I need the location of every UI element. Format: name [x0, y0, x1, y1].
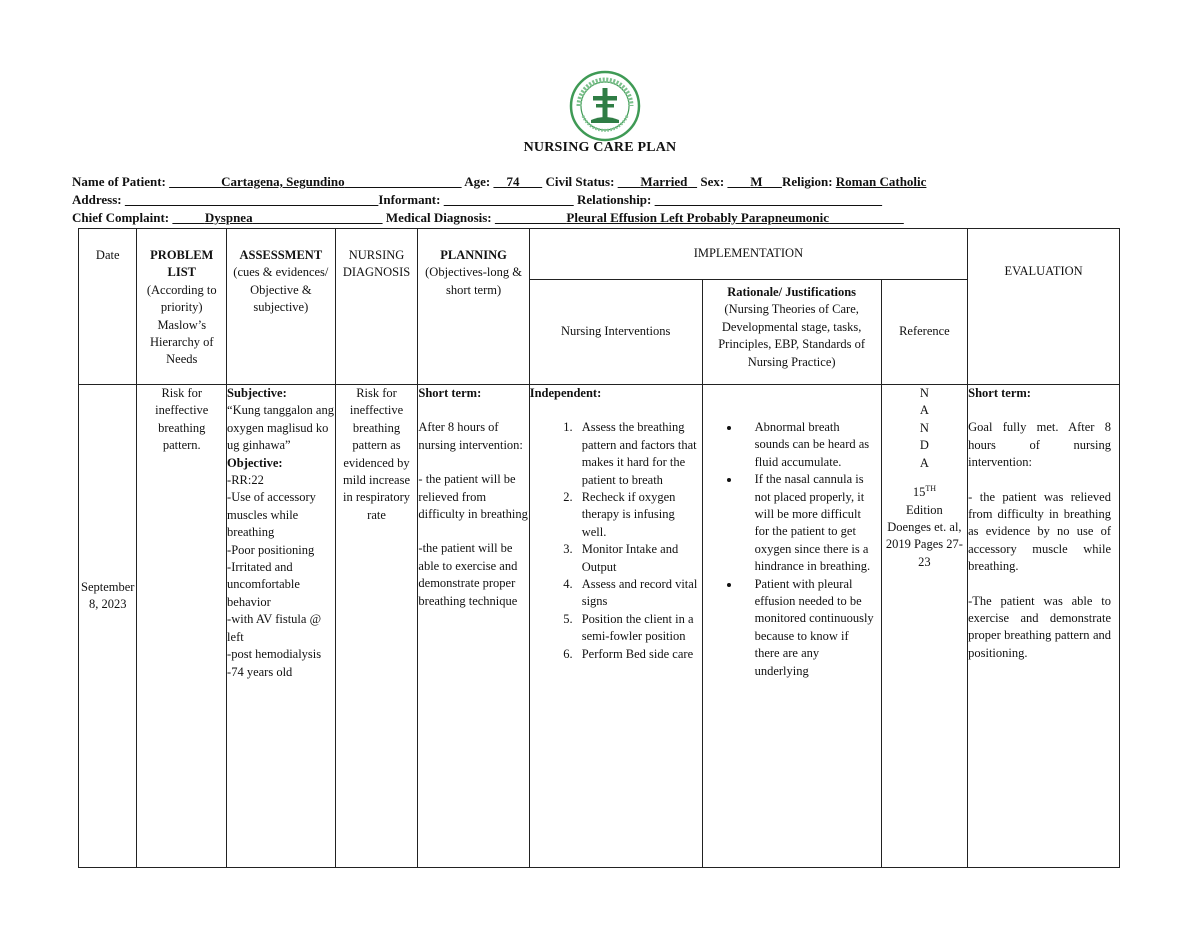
objective-item: -74 years old	[227, 664, 293, 679]
interventions-independent-label: Independent:	[529, 386, 602, 400]
header-reference: Reference	[881, 280, 967, 385]
planning-paragraph: -the patient will be able to exercise and demonstrate proper breathing technique	[418, 541, 518, 608]
evaluation-short-term-label: Short term:	[968, 386, 1031, 400]
header-nursing-diagnosis: NURSING DIAGNOSIS	[335, 229, 418, 385]
chief-complaint: Dyspnea	[204, 210, 253, 225]
cell-evaluation	[968, 385, 1120, 868]
subjective-text: “Kung tanggalon ang oxygen maglisud ko ug ginhawa”	[227, 403, 334, 453]
objective-item: -Irritated and uncomfortable behavior	[227, 560, 300, 609]
edition-number: 15	[912, 485, 926, 500]
sex-label: Sex:	[700, 174, 725, 189]
relationship-blank	[655, 192, 883, 207]
header-date: Date	[79, 229, 137, 385]
header-nursing-interventions: Nursing Interventions	[529, 280, 702, 385]
cell-problem: Risk for ineffective breathing pattern.	[137, 385, 227, 868]
header-implementation: IMPLEMENTATION	[529, 229, 967, 280]
objective-item: -Use of accessory muscles while breathing	[227, 490, 316, 540]
reference-edition	[884, 480, 965, 502]
reference-letter: N	[919, 420, 929, 435]
patient-sex: M	[750, 174, 763, 189]
list-item: 1. Assess the breathing pattern and factors that makes it hard for the patient to breath	[576, 419, 698, 489]
edition-suffix: TH	[925, 484, 936, 494]
cell-assessment	[227, 385, 336, 868]
patient-age: 74	[506, 174, 520, 189]
medical-diagnosis-label: Medical Diagnosis:	[385, 210, 492, 225]
list-item: 2. Recheck if oxygen therapy is infusing well.	[576, 489, 698, 541]
assessment-sub: (cues & evidences/ Objective & subjective)	[233, 265, 329, 315]
rationale-sub: (Nursing Theories of Care, Developmental stage, tasks, Principles, EBP, Standards of Nursing Practice)	[718, 302, 866, 369]
medical-diagnosis: Pleural Effusion Left Probably Parapneumonic	[566, 210, 830, 225]
evaluation-paragraph: -The patient was able to exercise and demonstrate proper breathing pattern and positioning.	[968, 593, 1111, 660]
relationship-label: Relationship:	[576, 192, 652, 207]
interventions-list	[530, 419, 698, 663]
address-blank	[125, 192, 379, 207]
list-item: 4. Assess and record vital signs	[576, 576, 698, 611]
header-assessment	[227, 229, 336, 385]
age-label: Age:	[464, 174, 491, 189]
rationale-list	[703, 419, 875, 680]
header-rationale	[702, 280, 881, 385]
list-item: • Patient with pleural effusion needed to be monitored continuously because to know if there are any underlying	[741, 576, 875, 680]
objective-item: -with AV fistula @ left	[227, 612, 322, 644]
header-problem-list	[137, 229, 227, 385]
table-row	[79, 385, 1120, 868]
objective-label: Objective:	[227, 455, 283, 470]
civil-status-label: Civil Status:	[545, 174, 615, 189]
list-item: 5. Position the client in a semi-fowler position	[576, 611, 698, 646]
informant-blank	[444, 192, 574, 207]
patient-info-row-3	[72, 210, 904, 226]
cell-rationale	[702, 385, 881, 868]
name-label: Name of Patient:	[72, 174, 166, 189]
header-row-1	[79, 229, 1120, 280]
list-item: 3. Monitor Intake and Output	[576, 541, 698, 576]
objective-item: -Poor positioning	[227, 542, 315, 557]
planning-paragraph: - the patient will be relieved from difficulty in breathing	[418, 472, 528, 522]
cell-planning	[418, 385, 529, 868]
chief-complaint-label: Chief Complaint:	[72, 210, 170, 225]
reference-letter: A	[919, 403, 929, 418]
cell-interventions	[529, 385, 702, 868]
problem-list-sub: (According to priority)	[146, 282, 217, 315]
planning-sub: (Objectives-long & short term)	[425, 265, 522, 297]
cell-date: September 8, 2023	[79, 385, 137, 868]
planning-paragraph: After 8 hours of nursing intervention:	[418, 420, 523, 452]
list-item: 6. Perform Bed side care	[576, 646, 698, 663]
reference-letter: A	[919, 455, 929, 470]
address-label: Address:	[72, 192, 122, 207]
college-seal-logo	[569, 70, 641, 142]
objective-item: -RR:22	[227, 473, 264, 488]
reference-letter: N	[919, 386, 929, 400]
informant-label: Informant:	[378, 192, 441, 207]
document-title: NURSING CARE PLAN	[523, 140, 677, 155]
problem-list-title: PROBLEM LIST	[150, 248, 214, 280]
religion-label: Religion:	[781, 174, 833, 189]
patient-info-row-1	[72, 174, 926, 190]
objective-item: -post hemodialysis	[227, 647, 322, 662]
civil-status: Married	[640, 174, 688, 189]
planning-short-term-label: Short term:	[418, 386, 482, 400]
rationale-title: Rationale/ Justifications	[727, 285, 857, 299]
header-evaluation: EVALUATION	[968, 229, 1120, 385]
cell-diagnosis: Risk for ineffective breathing pattern as evidenced by mild increase in respiratory rate	[335, 385, 418, 868]
list-item: • If the nasal cannula is not placed properly, it will be more difficult for the patient to get oxygen since there is a hindrance in breathing.	[741, 471, 875, 575]
planning-title: PLANNING	[440, 248, 507, 262]
assessment-title: ASSESSMENT	[239, 248, 323, 262]
evaluation-paragraph: Goal fully met. After 8 hours of nursing intervention:	[968, 420, 1111, 470]
patient-religion: Roman Catholic	[835, 174, 927, 189]
header-planning	[418, 229, 529, 385]
patient-name: Cartagena, Segundino	[221, 174, 345, 189]
patient-info-row-2	[72, 192, 882, 208]
nursing-care-plan-table	[78, 228, 1120, 868]
cell-reference	[881, 385, 967, 868]
reference-text: Edition Doenges et. al, 2019 Pages 27-23	[885, 502, 963, 569]
evaluation-paragraph: - the patient was relieved from difficulty in breathing as evidence by no use of accessory muscle while breathing.	[968, 489, 1111, 574]
list-item: • Abnormal breath sounds can be heard as fluid accumulate.	[741, 419, 875, 471]
subjective-label: Subjective:	[227, 386, 287, 400]
reference-letter: D	[919, 438, 929, 453]
patient-name-field	[169, 174, 462, 189]
problem-list-maslow: Maslow’s Hierarchy of Needs	[150, 317, 214, 367]
